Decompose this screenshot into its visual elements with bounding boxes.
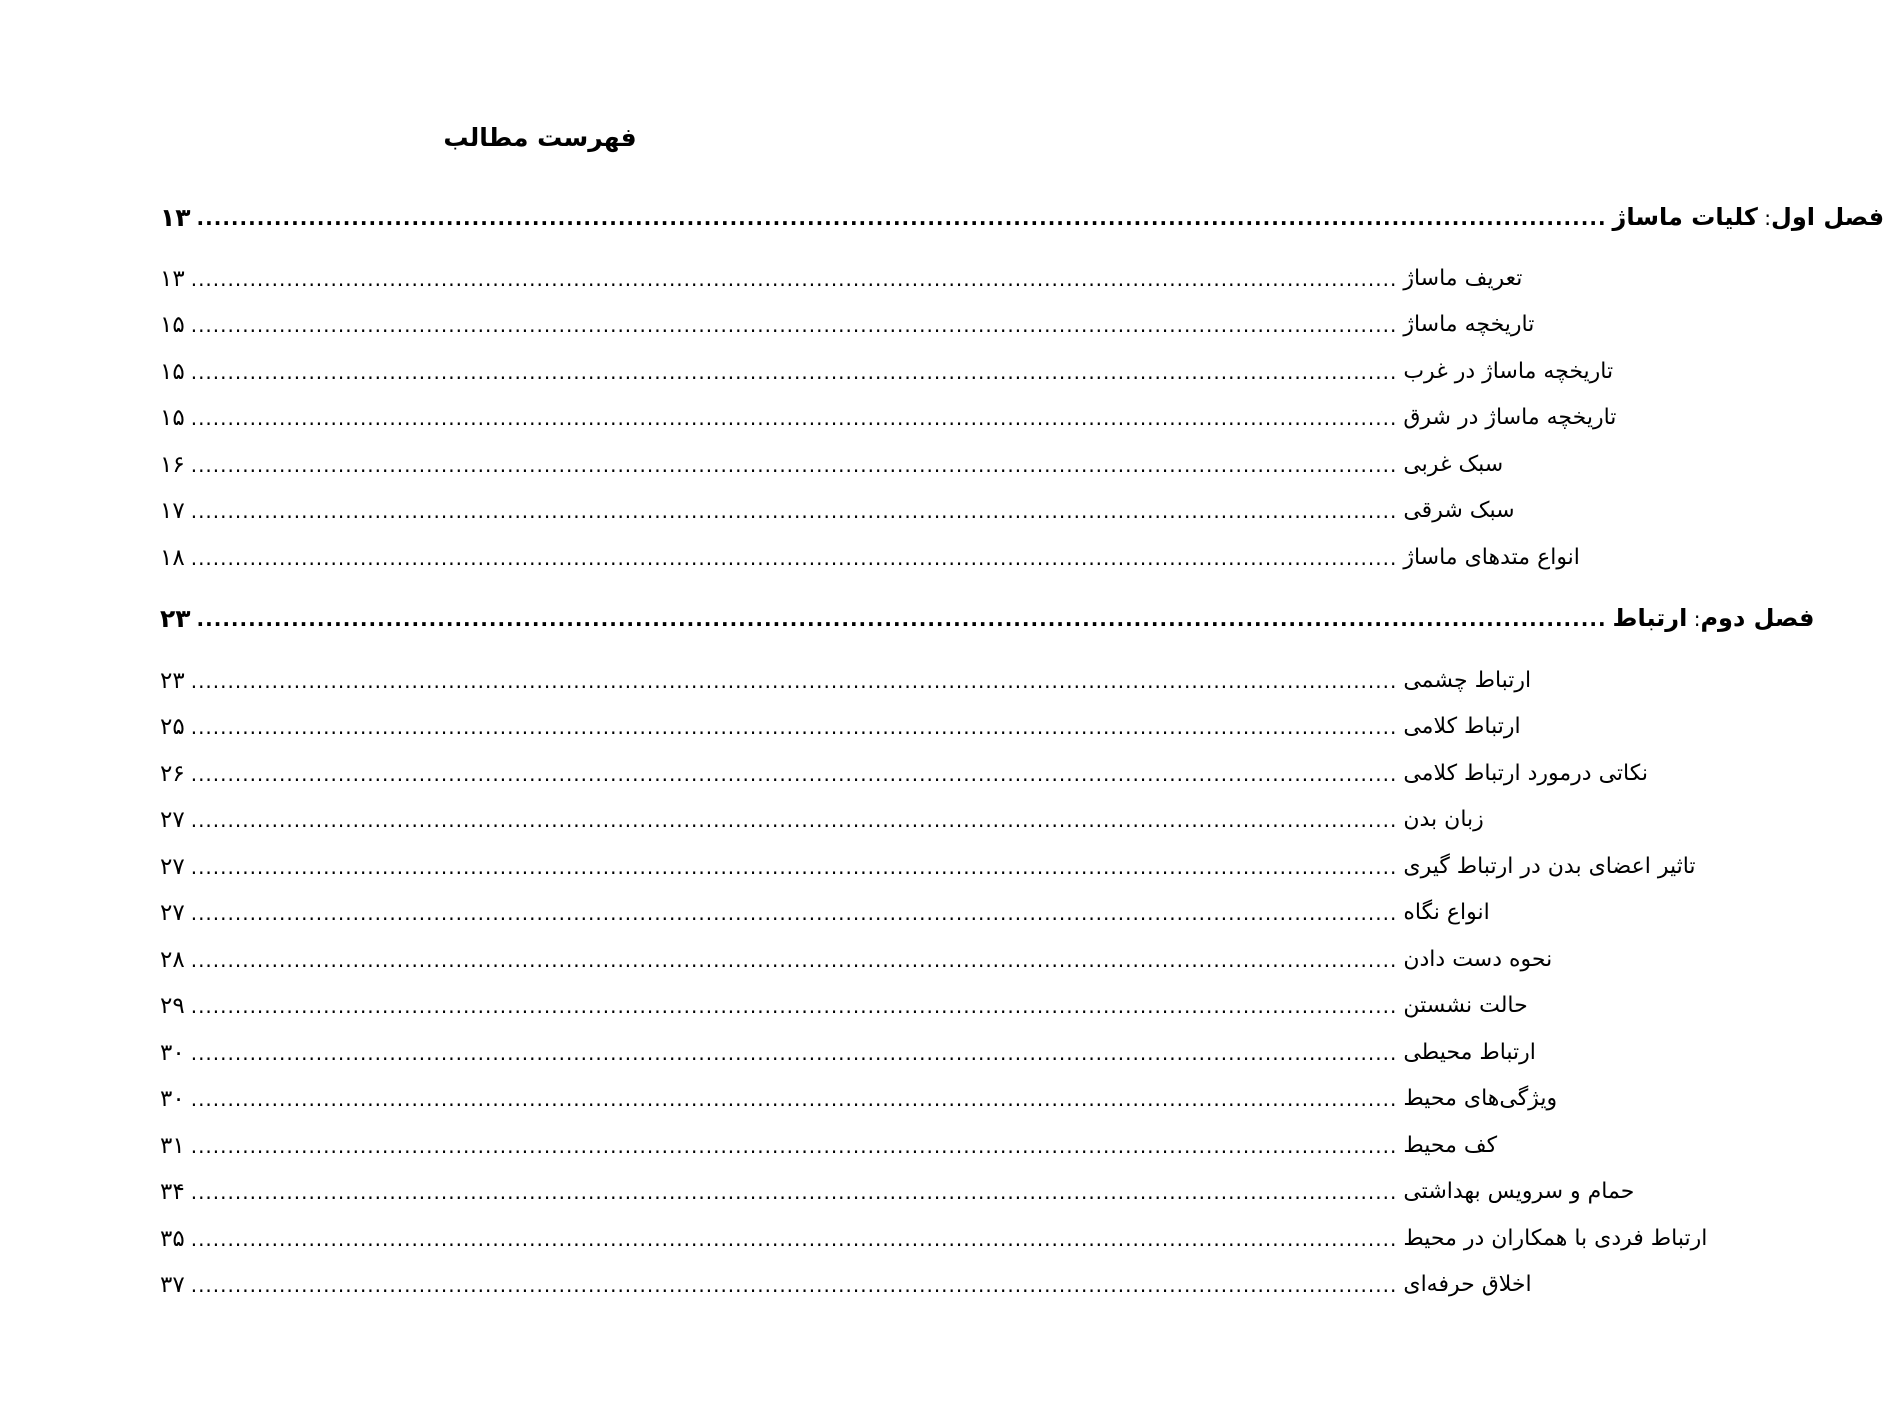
toc-entry[interactable] <box>160 1074 1558 1114</box>
dot-leader: .................................................................................................................................................................... <box>190 313 1398 337</box>
dot-leader: .................................................................................................................................................................... <box>190 1227 1398 1251</box>
dot-leader: .................................................................................................................................................................... <box>190 1087 1398 1111</box>
dot-leader: .................................................................................................................................................................... <box>190 715 1398 739</box>
toc-entry[interactable] <box>160 1214 1708 1254</box>
toc-entry[interactable] <box>160 440 1504 480</box>
toc-entry[interactable] <box>160 795 1484 835</box>
toc-entry-label: تاریخچه ماساژ در شرق <box>1403 405 1617 430</box>
dot-leader: .................................................................................................................................................................... <box>190 994 1398 1018</box>
dot-leader: .................................................................................................................................................................... <box>190 546 1398 570</box>
toc-entry[interactable] <box>160 347 1614 387</box>
toc-entry[interactable] <box>160 1260 1532 1300</box>
dot-leader: .................................................................................................................................................................... <box>190 499 1398 523</box>
toc-entry-label: ویژگی‌های محیط <box>1403 1086 1558 1111</box>
dot-leader: .................................................................................................................................................................... <box>190 1273 1398 1297</box>
toc-entry[interactable] <box>160 888 1490 928</box>
dot-leader: .................................................................................................................................................................... <box>190 1041 1398 1065</box>
toc-chapter-page: ۱۳ <box>160 203 191 232</box>
toc-entry-label: حمام و سرویس بهداشتی <box>1403 1179 1635 1204</box>
dot-leader: .................................................................................................................................................................... <box>190 855 1398 879</box>
toc-entry[interactable] <box>160 300 1535 340</box>
toc-entry[interactable] <box>160 1167 1635 1207</box>
toc-entry-page: ۱۵ <box>160 359 185 385</box>
toc-entry-page: ۲۳ <box>160 668 185 694</box>
toc-entry-page: ۱۶ <box>160 452 185 478</box>
toc-entry-label: ارتباط فردی با همکاران در محیط <box>1403 1226 1708 1251</box>
toc-entry-page: ۱۸ <box>160 545 185 571</box>
toc-entry-label: تاثیر اعضای بدن در ارتباط گیری <box>1403 854 1696 879</box>
toc-entry-page: ۳۷ <box>160 1272 185 1298</box>
toc-entry-label: تاریخچه ماساژ <box>1403 312 1535 337</box>
chapter-heading: فصل اول <box>1771 203 1884 231</box>
toc-entry-page: ۱۵ <box>160 405 185 431</box>
toc-entry-label: اخلاق حرفه‌ای <box>1403 1272 1532 1297</box>
dot-leader: .................................................................................................................................................................... <box>190 669 1398 693</box>
toc-entry-label: انواع نگاه <box>1403 900 1490 925</box>
toc-entry-label: حالت نشستن <box>1403 993 1528 1018</box>
toc-entry-label: سبک غربی <box>1403 452 1504 477</box>
chapter-name: ارتباط <box>1612 604 1688 632</box>
toc-entry-label: ارتباط چشمی <box>1403 668 1532 693</box>
dot-leader: .................................................................................................................................................................... <box>196 607 1607 631</box>
toc-entry-page: ۲۶ <box>160 761 185 787</box>
chapter-name: کلیات ماساژ <box>1612 203 1758 231</box>
toc-entry[interactable] <box>160 702 1521 742</box>
toc-entry[interactable] <box>160 935 1553 975</box>
chapter-heading: فصل دوم <box>1700 604 1815 632</box>
toc-entry-page: ۲۵ <box>160 714 185 740</box>
dot-leader: .................................................................................................................................................................... <box>190 901 1398 925</box>
toc-entry-label: نکاتی درمورد ارتباط کلامی <box>1403 761 1649 786</box>
dot-leader: .................................................................................................................................................................... <box>190 267 1398 291</box>
toc-entry[interactable] <box>160 533 1580 573</box>
dot-leader: .................................................................................................................................................................... <box>190 1180 1398 1204</box>
toc-entry[interactable] <box>160 1121 1498 1161</box>
toc-entry-label: نحوه دست دادن <box>1403 947 1553 972</box>
toc-entry-page: ۲۷ <box>160 900 185 926</box>
toc-chapter-2[interactable] <box>160 594 1815 634</box>
toc-entry-page: ۳۰ <box>160 1086 185 1112</box>
toc-chapter-label: فصل اول: کلیات ماساژ <box>1612 203 1884 231</box>
toc-entry-page: ۱۷ <box>160 498 185 524</box>
toc-chapter-label: فصل دوم: ارتباط <box>1612 604 1815 632</box>
toc-entry-page: ۳۰ <box>160 1040 185 1066</box>
dot-leader: .................................................................................................................................................................... <box>190 948 1398 972</box>
toc-entry[interactable] <box>160 981 1528 1021</box>
toc-entry-label: سبک شرقی <box>1403 498 1515 523</box>
toc-entry[interactable] <box>160 656 1532 696</box>
toc-entry-page: ۲۹ <box>160 993 185 1019</box>
dot-leader: .................................................................................................................................................................... <box>190 360 1398 384</box>
dot-leader: .................................................................................................................................................................... <box>190 1134 1398 1158</box>
dot-leader: .................................................................................................................................................................... <box>190 453 1398 477</box>
toc-entry-page: ۳۴ <box>160 1179 185 1205</box>
dot-leader: .................................................................................................................................................................... <box>190 762 1398 786</box>
toc-entry-page: ۳۱ <box>160 1133 185 1159</box>
toc-chapter-1[interactable] <box>160 193 1884 233</box>
dot-leader: .................................................................................................................................................................... <box>196 206 1607 230</box>
toc-entry[interactable] <box>160 393 1617 433</box>
toc-chapter-page: ۲۳ <box>160 604 191 633</box>
toc-entry-label: کف محیط <box>1403 1133 1498 1158</box>
toc-entry[interactable] <box>160 254 1523 294</box>
toc-entry-page: ۲۷ <box>160 854 185 880</box>
toc-entry-page: ۲۷ <box>160 807 185 833</box>
toc-entry-label: انواع متدهای ماساژ <box>1403 545 1580 570</box>
toc-entry-page: ۲۸ <box>160 947 185 973</box>
dot-leader: .................................................................................................................................................................... <box>190 406 1398 430</box>
dot-leader: .................................................................................................................................................................... <box>190 808 1398 832</box>
toc-entry-page: ۳۵ <box>160 1226 185 1252</box>
toc-entry-page: ۱۳ <box>160 266 185 292</box>
toc-entry-label: ارتباط کلامی <box>1403 714 1521 739</box>
toc-entry[interactable] <box>160 1028 1536 1068</box>
page-title: فهرست مطالب <box>443 123 637 152</box>
toc-entry[interactable] <box>160 486 1515 526</box>
toc-entry-label: زبان بدن <box>1403 807 1484 832</box>
toc-entry-page: ۱۵ <box>160 312 185 338</box>
toc-entry[interactable] <box>160 749 1649 789</box>
toc-entry-label: تعریف ماساژ <box>1403 266 1523 291</box>
toc-entry[interactable] <box>160 842 1696 882</box>
toc-entry-label: ارتباط محیطی <box>1403 1040 1536 1065</box>
toc-entry-label: تاریخچه ماساژ در غرب <box>1403 359 1614 384</box>
